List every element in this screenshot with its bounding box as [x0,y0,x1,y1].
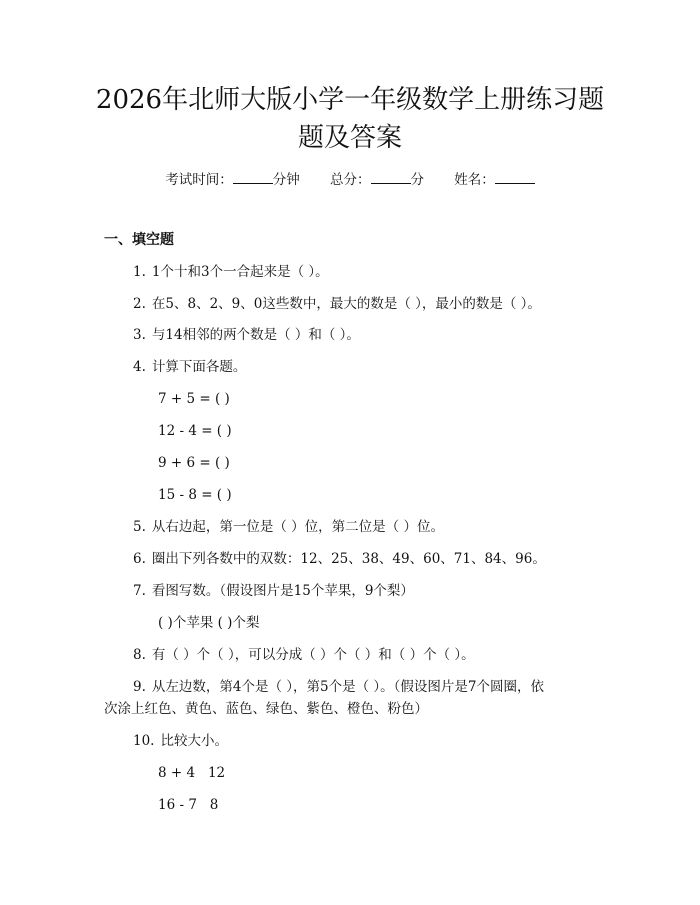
total-score-unit: 分 [410,172,424,188]
question-6 [133,549,546,569]
exam-time-blank [233,170,273,184]
question-number: 5. [133,519,146,535]
q4-calc-3: 9 + 6 = ( ) [158,455,230,471]
question-5 [133,517,444,537]
question-text: 从左边数，第4个是（ ），第5个是（ ）。（假设图片是7个圆圈，依 [151,679,544,695]
exam-time-field [165,172,300,188]
exam-time-label: 考试时间： [165,172,233,188]
page-title-line2: 题及答案 [297,123,402,153]
question-9 [133,677,544,697]
question-text: 计算下面各题。 [151,359,247,375]
q4-calc-2: 12 - 4 = ( ) [158,423,232,439]
q4-calc-1: 7 + 5 = ( ) [158,391,230,407]
question-number: 10. [133,733,155,749]
question-number: 4. [133,359,146,375]
total-score-blank [371,170,411,184]
question-text: 1个十和3个一合起来是（ ）。 [151,264,329,280]
student-name-blank [495,170,535,184]
page-title-line1: 2026年北师大版小学一年级数学上册练习题 [95,85,605,115]
question-7 [133,581,414,601]
student-name-field [454,172,535,188]
question-text: 有（ ）个（ ），可以分成（ ）个（ ）和（ ）个（ ）。 [151,647,475,663]
question-number: 2. [133,296,146,312]
question-8 [133,645,475,665]
question-number: 1. [133,264,146,280]
question-10 [133,731,228,751]
question-text: 看图写数。（假设图片是15个苹果，9个梨） [151,583,414,599]
section-heading-fill-in: 一、填空题 [104,232,174,248]
question-text: 与14相邻的两个数是（ ）和（ ）。 [151,327,360,343]
total-score-field [330,172,424,188]
question-text: 圈出下列各数中的双数：12、25、38、49、60、71、84、96。 [151,551,546,567]
exam-time-unit: 分钟 [272,172,300,188]
question-text: 比较大小。 [160,733,228,749]
exam-meta [0,170,700,189]
question-4 [133,357,246,377]
question-number: 3. [133,327,146,343]
question-number: 9. [133,679,146,695]
q4-calc-4: 15 - 8 = ( ) [158,487,232,503]
question-number: 7. [133,583,146,599]
question-text: 从右边起，第一位是（ ）位，第二位是（ ）位。 [151,519,444,535]
question-number: 8. [133,647,146,663]
student-name-label: 姓名： [454,172,495,188]
question-2 [133,294,541,314]
q7-answer-line: ( )个苹果 ( )个梨 [158,615,260,631]
question-text: 在5、8、2、9、0这些数中，最大的数是（ ），最小的数是（ ）。 [151,296,541,312]
total-score-label: 总分： [330,172,371,188]
question-3 [133,325,360,345]
question-number: 6. [133,551,146,567]
q10-compare-1: 8 + 4 12 [158,765,226,781]
question-1 [133,262,329,282]
question-9-continuation: 次涂上红色、黄色、蓝色、绿色、紫色、橙色、粉色） [104,701,428,717]
q10-compare-2: 16 - 7 8 [158,797,219,813]
